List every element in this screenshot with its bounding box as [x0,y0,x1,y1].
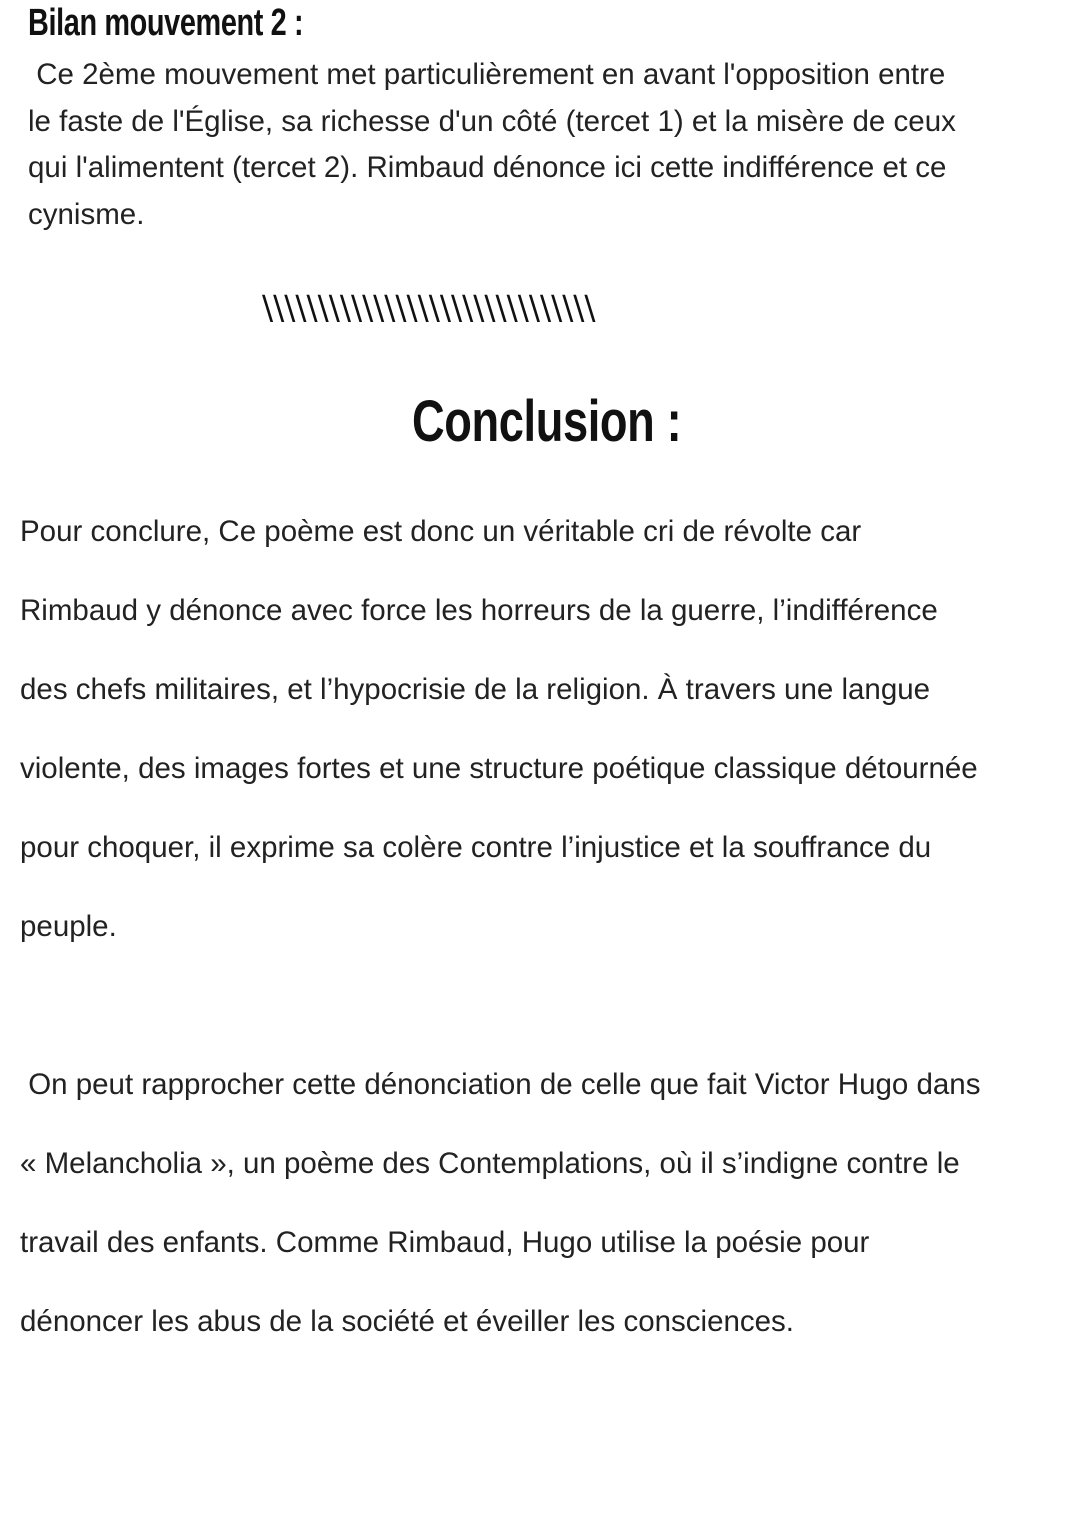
conclusion-paragraph-2 [20,1045,980,1361]
bilan-mouvement-title: Bilan mouvement 2 : [28,2,304,44]
bilan-line: qui l'alimentent (tercet 2). Rimbaud dénonce ici cette indifférence et ce [28,151,947,184]
bilan-line: le faste de l'Église, sa richesse d'un côté (tercet 1) et la misère de ceux [28,104,956,138]
paragraph-line: violente, des images fortes et une structure poétique classique détournée [20,752,978,785]
paragraph-line: « Melancholia », un poème des Contemplations, où il s’indigne contre le [20,1147,960,1180]
backslash-separator: \\\\\\\\\\\\\\\\\\\\\\\\\\\\\\ [262,288,596,327]
paragraph-line: dénoncer les abus de la société et éveiller les consciences. [20,1305,795,1338]
paragraph-line: Pour conclure, Ce poème est donc un véritable cri de révolte car [20,515,862,548]
paragraph-line: travail des enfants. Comme Rimbaud, Hugo utilise la poésie pour [20,1226,870,1259]
paragraph-line: peuple. [20,910,117,943]
bilan-line: cynisme. [28,197,145,231]
paragraph-line: des chefs militaires, et l’hypocrisie de la religion. À travers une langue [20,673,931,706]
bilan-paragraph [28,52,1038,238]
paragraph-line: On peut rapprocher cette dénonciation de celle que fait Victor Hugo dans [20,1068,981,1101]
paragraph-line: pour choquer, il exprime sa colère contre l’injustice et la souffrance du [20,831,932,864]
bilan-line: Ce 2ème mouvement met particulièrement en avant l'opposition entre [28,58,946,91]
conclusion-paragraph-1 [20,492,978,966]
conclusion-title: Conclusion : [412,389,682,454]
paragraph-line: Rimbaud y dénonce avec force les horreurs de la guerre, l’indifférence [20,594,938,627]
